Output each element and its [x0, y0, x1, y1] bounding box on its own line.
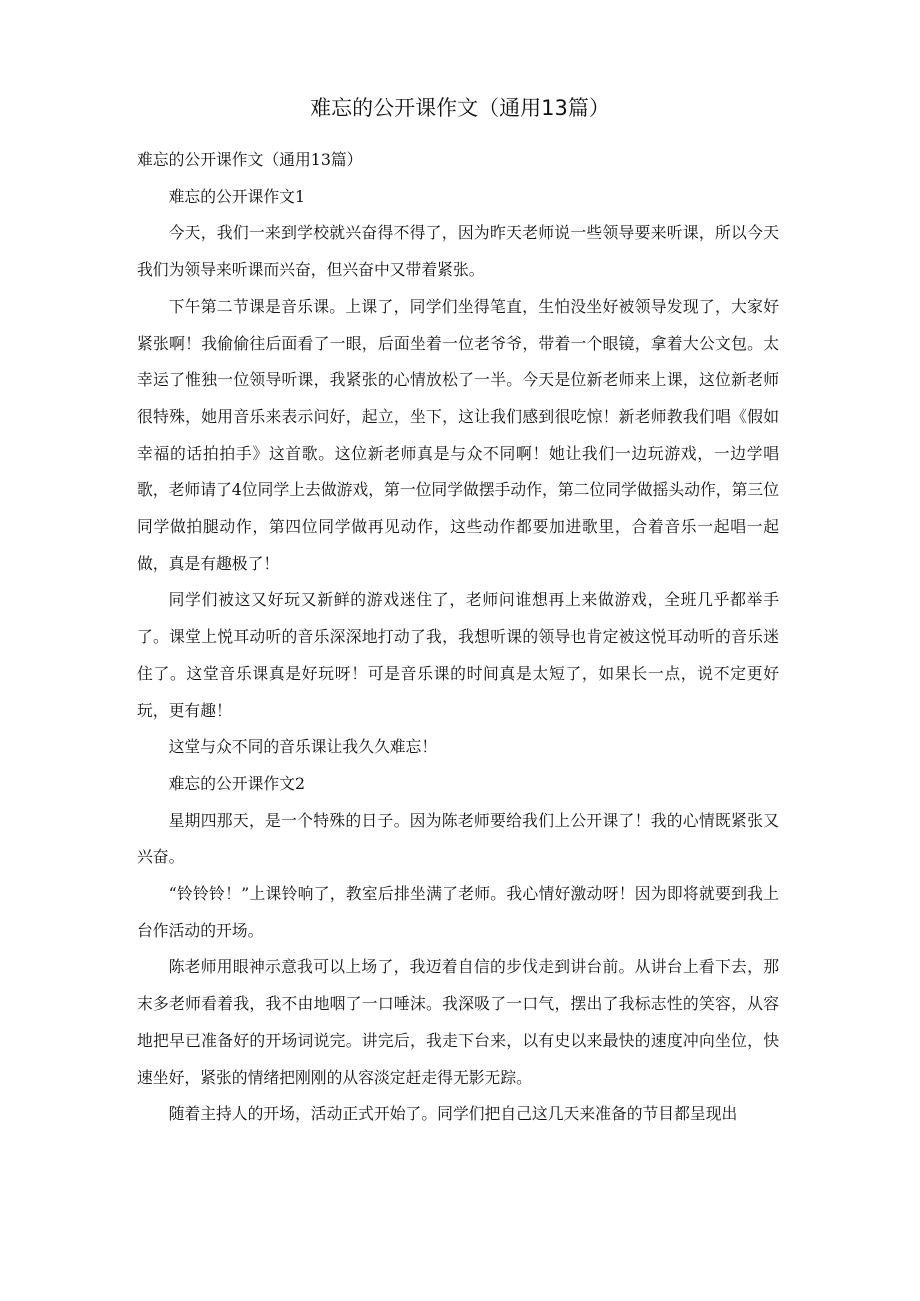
paragraph: 今天，我们一来到学校就兴奋得不得了，因为昨天老师说一些领导要来听课，所以今天我们为领导来听课而兴奋，但兴奋中又带着紧张。	[137, 223, 779, 280]
paragraph: 下午第二节课是音乐课。上课了，同学们坐得笔直，生怕没坐好被领导发现了，大家好紧张啊！我偷偷往后面看了一眼，后面坐着一位老爷爷，带着一个眼镜，拿着大公文包。太幸运了惟独一位领导听课，我紧张的心情放松了一半。今天是位新老师来上课，这位新老师很特殊，她用音乐来表示问好，起立，坐下，这让我们感到很吃惊！新老师教我们唱《假如幸福的话拍拍手》这首歌。这位新老师真是与众不同啊！她让我们一边玩游戏，一边学唱歌，老师请了4位同学上去做游戏，第一位同学做摆手动作，第二位同学做摇头动作，第三位同学做拍腿动作，第四位同学做再见动作，这些动作都要加进歌里，合着音乐一起唱一起做，真是有趣极了！	[137, 296, 779, 573]
paragraph: 随着主持人的开场，活动正式开始了。同学们把自己这几天来准备的节目都呈现出	[168, 1104, 738, 1124]
document-title: 难忘的公开课作文（通用13篇）	[310, 96, 610, 120]
section-heading-1: 难忘的公开课作文1	[168, 186, 306, 206]
paragraph: 这堂与众不同的音乐课让我久久难忘！	[168, 737, 438, 757]
paragraph: 同学们被这又好玩又新鲜的游戏迷住了，老师问谁想再上来做游戏，全班几乎都举手了。课堂上悦耳动听的音乐深深地打动了我，我想听课的领导也肯定被这悦耳动听的音乐迷住了。这堂音乐课真是好玩呀！可是音乐课的时间真是太短了，如果长一点，说不定更好玩，更有趣！	[137, 590, 779, 720]
section-heading-2: 难忘的公开课作文2	[168, 773, 306, 793]
paragraph: 陈老师用眼神示意我可以上场了，我迈着自信的步伐走到讲台前。从讲台上看下去，那末多老师看着我，我不由地咽了一口唾沫。我深吸了一口气，摆出了我标志性的笑容，从容地把早已准备好的开场词说完。讲完后，我走下台来，以有史以来最快的速度冲向坐位，快速坐好，紧张的情绪把刚刚的从容淡定赶走得无影无踪。	[137, 957, 779, 1087]
document-body	[137, 142, 779, 1133]
subtitle-paragraph: 难忘的公开课作文（通用13篇）	[137, 150, 363, 169]
paragraph: 星期四那天，是一个特殊的日子。因为陈老师要给我们上公开课了！我的心情既紧张又兴奋。	[137, 810, 779, 867]
paragraph: “铃铃铃！”上课铃响了，教室后排坐满了老师。我心情好激动呀！因为即将就要到我上台作活动的开场。	[137, 884, 779, 940]
